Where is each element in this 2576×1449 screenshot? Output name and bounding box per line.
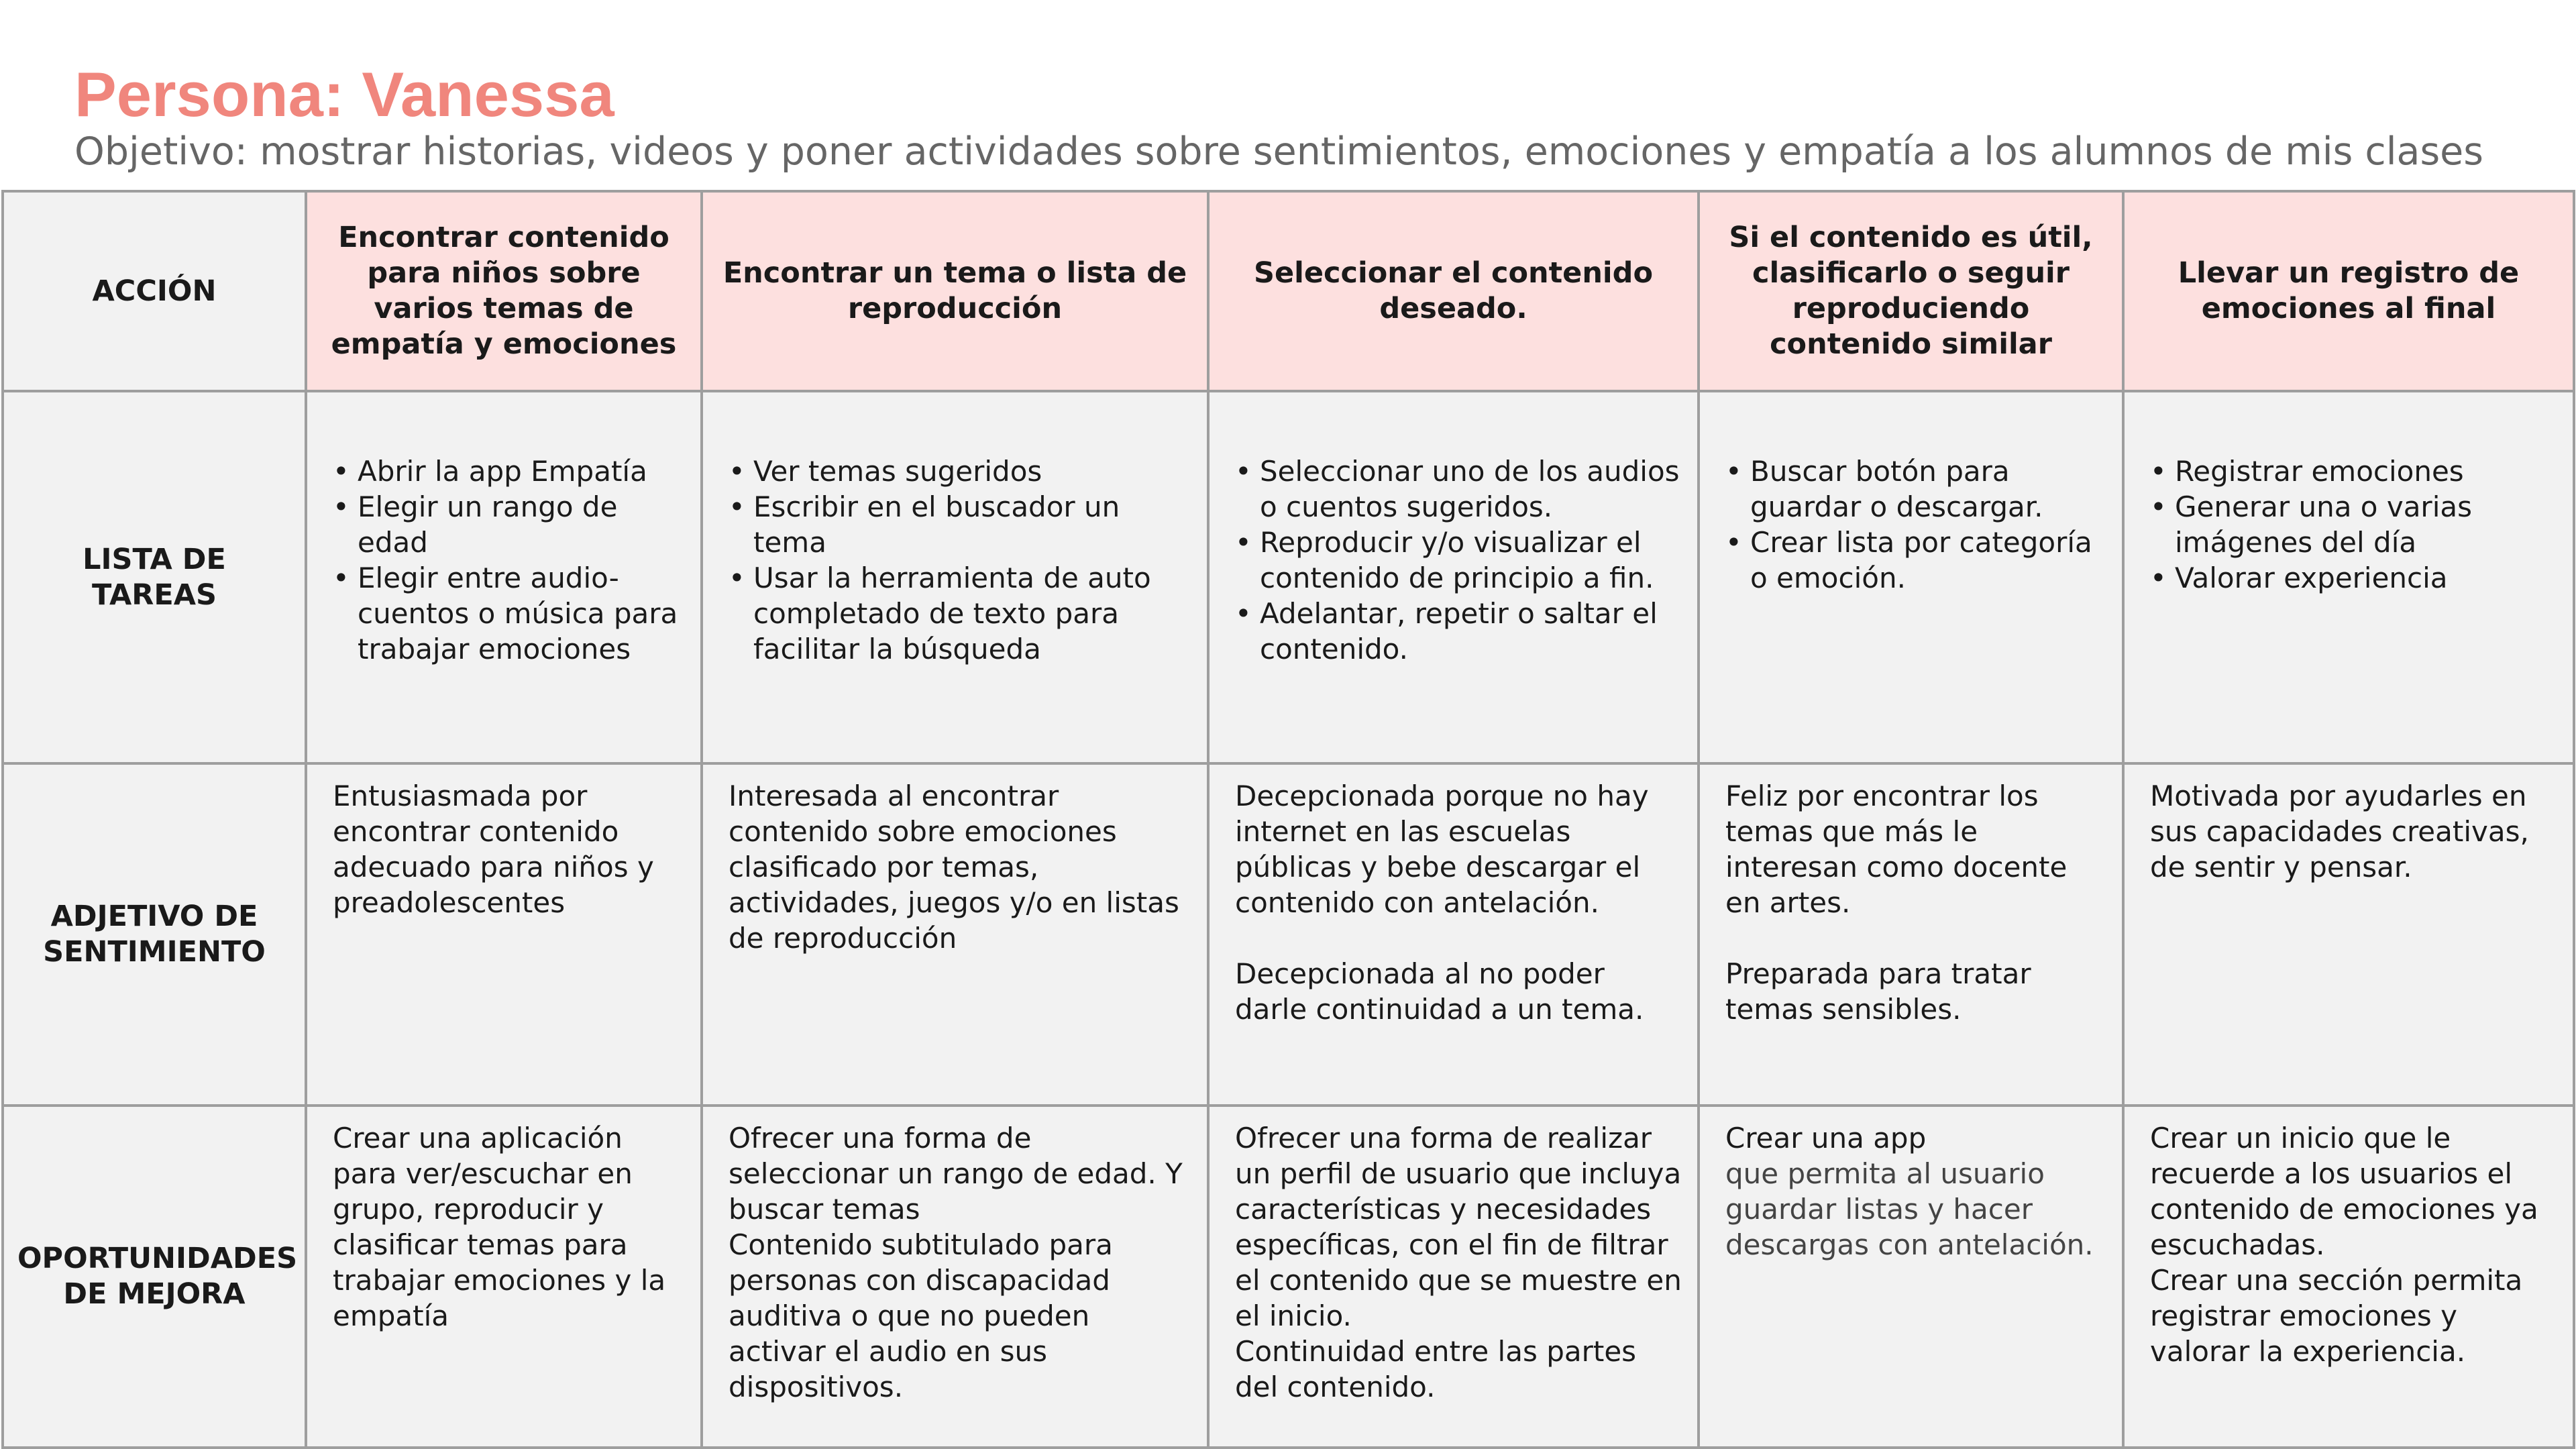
task-item: • Valorar experiencia [2150, 560, 2559, 596]
task-item: • Escribir en el buscador un tema [729, 489, 1193, 560]
opportunity-cell [2123, 1106, 2574, 1448]
task-cell [1699, 391, 2123, 763]
feeling-text: Entusiasmada por encontrar contenido adecuado para niños y preadolescentes [333, 780, 654, 919]
table-row-oportunidades [3, 1106, 2574, 1448]
opportunity-text: Crear un inicio que le recuerde a los usuarios el contenido de emociones ya escuchadas. [2150, 1122, 2538, 1261]
page-subtitle: Objetivo: mostrar historias, videos y poner actividades sobre sentimientos, emociones y empatía a los alumnos de mis clases [74, 129, 2483, 174]
task-list [729, 453, 1193, 667]
feeling-text: Feliz por encontrar los temas que más le interesan como docente en artes. [1725, 780, 2068, 919]
task-list [1725, 453, 2108, 596]
feeling-cell [306, 763, 702, 1106]
action-cell: Encontrar un tema o lista de reproducción [702, 191, 1208, 391]
action-cell: Encontrar contenido para niños sobre varios temas de empatía y emociones [306, 191, 702, 391]
task-item: • Adelantar, repetir o saltar el contenido. [1235, 596, 1684, 667]
feeling-text: Interesada al encontrar contenido sobre emociones clasificado por temas, actividades, juegos y/o en listas de reproducción [729, 780, 1179, 955]
task-item: • Usar la herramienta de auto completado de texto para facilitar la búsqueda [729, 560, 1193, 667]
feeling-text: Motivada por ayudarles en sus capacidades creativas, de sentir y pensar. [2150, 780, 2529, 883]
row-header-sentimiento: ADJETIVO DE SENTIMIENTO [3, 763, 306, 1106]
task-item: • Reproducir y/o visualizar el contenido de principio a fin. [1235, 525, 1684, 596]
task-item: • Elegir entre audio-cuentos o música para trabajar emociones [333, 560, 687, 667]
opportunity-text: Ofrecer una forma de seleccionar un rango de edad. Y buscar temas [729, 1122, 1183, 1226]
feeling-cell [1208, 763, 1699, 1106]
table-row-tareas [3, 391, 2574, 763]
row-header-accion: ACCIÓN [3, 191, 306, 391]
opportunity-text: Crear una aplicación para ver/escuchar en grupo, reproducir y clasificar temas para trabajar emociones y la empatía [333, 1122, 666, 1332]
row-header-tareas: LISTA DE TAREAS [3, 391, 306, 763]
opportunity-text: Crear una app [1725, 1122, 1927, 1155]
feeling-cell [1699, 763, 2123, 1106]
task-item: • Registrar emociones [2150, 453, 2559, 489]
table-row-sentimiento [3, 763, 2574, 1106]
task-cell [306, 391, 702, 763]
page-title: Persona: Vanessa [74, 59, 614, 129]
task-list [2150, 453, 2559, 596]
task-item: • Generar una o varias imágenes del día [2150, 489, 2559, 560]
task-item: • Elegir un rango de edad [333, 489, 687, 560]
task-cell [702, 391, 1208, 763]
opportunity-text: Continuidad entre las partes del contenido. [1235, 1335, 1637, 1403]
feeling-cell [702, 763, 1208, 1106]
action-cell: Si el contenido es útil, clasificarlo o seguir reproduciendo contenido similar [1699, 191, 2123, 391]
opportunity-cell [306, 1106, 702, 1448]
opportunity-cell [702, 1106, 1208, 1448]
opportunity-cell [1699, 1106, 2123, 1448]
opportunity-text: que permita al usuario guardar listas y hacer descargas con antelación. [1725, 1157, 2094, 1261]
task-list [333, 453, 687, 667]
opportunity-cell [1208, 1106, 1699, 1448]
action-cell: Llevar un registro de emociones al final [2123, 191, 2574, 391]
task-cell [1208, 391, 1699, 763]
task-cell [2123, 391, 2574, 763]
feeling-text: Decepcionada al no poder darle continuidad a un tema. [1235, 957, 1644, 1026]
action-cell: Seleccionar el contenido deseado. [1208, 191, 1699, 391]
task-item: • Buscar botón para guardar o descargar. [1725, 453, 2108, 525]
feeling-text: Decepcionada porque no hay internet en las escuelas públicas y bebe descargar el contenido con antelación. [1235, 780, 1649, 919]
opportunity-text: Contenido subtitulado para personas con discapacidad auditiva o que no pueden activar el audio en sus dispositivos. [729, 1228, 1113, 1403]
task-list [1235, 453, 1684, 667]
opportunity-text: Ofrecer una forma de realizar un perfil de usuario que incluya características y necesidades específicas, con el fin de filtrar el contenido que se muestre en el inicio. [1235, 1122, 1682, 1332]
task-item: • Abrir la app Empatía [333, 453, 687, 489]
task-item: • Crear lista por categoría o emoción. [1725, 525, 2108, 596]
feeling-text: Preparada para tratar temas sensibles. [1725, 957, 2031, 1026]
journey-map-table [1, 190, 2575, 1449]
task-item: • Seleccionar uno de los audios o cuentos sugeridos. [1235, 453, 1684, 525]
opportunity-text: Crear una sección permita registrar emociones y valorar la experiencia. [2150, 1264, 2523, 1368]
table-row-accion [3, 191, 2574, 391]
feeling-cell [2123, 763, 2574, 1106]
row-header-oportunidades: OPORTUNIDADES DE MEJORA [3, 1106, 306, 1448]
task-item: • Ver temas sugeridos [729, 453, 1193, 489]
